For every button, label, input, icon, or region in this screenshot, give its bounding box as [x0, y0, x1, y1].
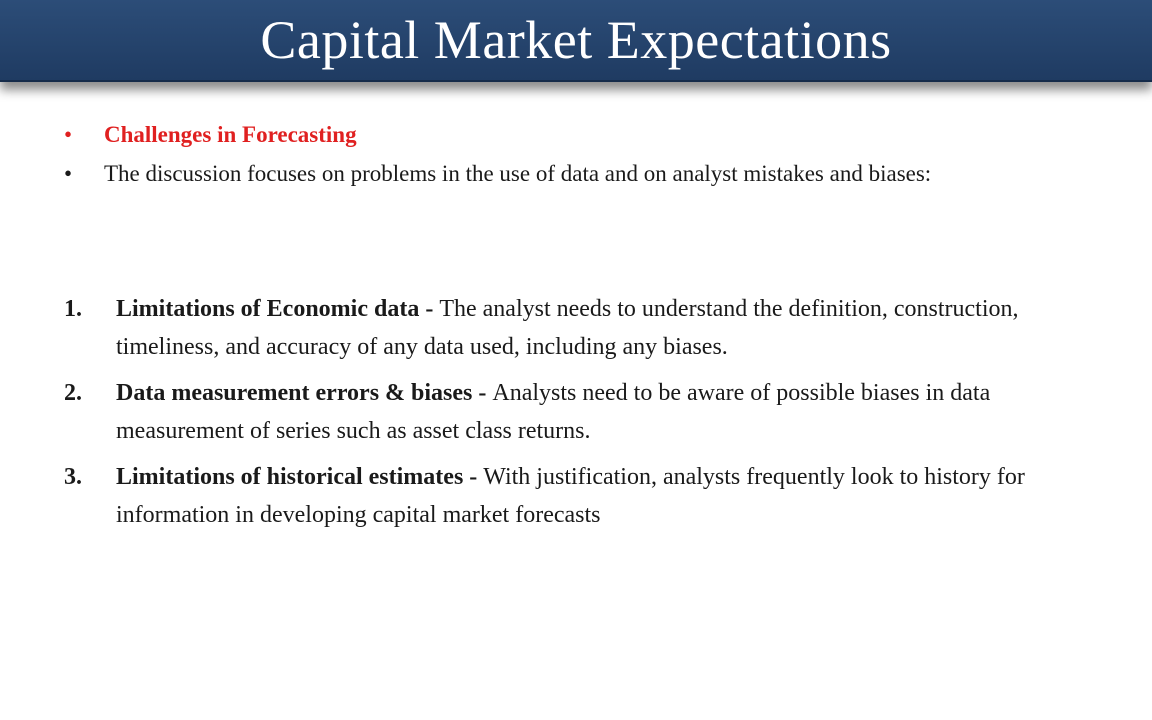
item-body: The analyst needs to understand the definition, construction, timeliness, and accuracy of any data used, including any biases.	[116, 296, 1019, 360]
title-bar	[0, 0, 1152, 82]
item-body: With justification, analysts frequently look to history for information in developing capital market forecasts	[116, 464, 1025, 528]
numbered-list	[64, 290, 1104, 542]
bullet-item-intro	[64, 157, 1104, 191]
bullet-marker: •	[64, 161, 73, 186]
item-lead: Limitations of historical estimates -	[116, 464, 484, 490]
numbered-item-3	[64, 458, 1104, 534]
item-number: 3.	[64, 464, 82, 490]
item-lead: Data measurement errors & biases -	[116, 380, 493, 406]
item-number: 1.	[64, 296, 82, 322]
item-body: Analysts need to be aware of possible biases in data measurement of series such as asset class returns.	[116, 380, 991, 444]
numbered-item-2	[64, 374, 1104, 450]
item-lead: Limitations of Economic data -	[116, 296, 440, 322]
bullet-text: Challenges in Forecasting	[104, 122, 357, 147]
item-number: 2.	[64, 380, 82, 406]
bullet-item-heading	[64, 118, 1104, 152]
bullet-text: The discussion focuses on problems in the use of data and on analyst mistakes and biases:	[104, 161, 932, 186]
slide-title: Capital Market Expectations	[260, 10, 892, 70]
numbered-item-1	[64, 290, 1104, 366]
bullet-list	[64, 118, 1104, 196]
bullet-marker: •	[64, 122, 73, 147]
